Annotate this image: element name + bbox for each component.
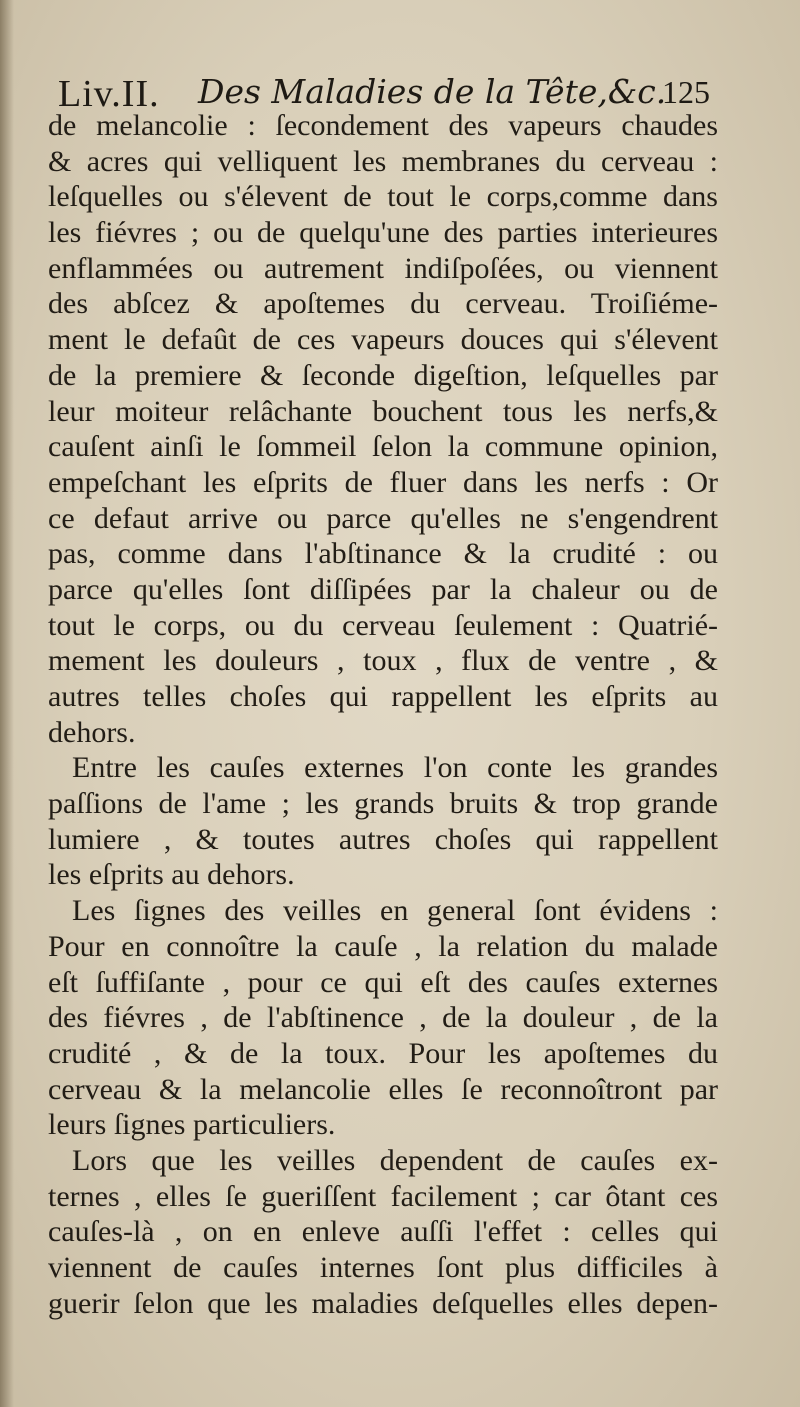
text-line: guerir ſelon que les maladies deſquelles elles depen- bbox=[48, 1286, 718, 1320]
text-line: leurs ſignes particuliers. bbox=[48, 1108, 336, 1142]
text-line: de melancolie : ſecondement des vapeurs chaudes bbox=[48, 109, 718, 142]
text-line: des abſcez & apoſtemes du cerveau. Troiſiéme- bbox=[48, 287, 718, 321]
text-line: de la premiere & ſeconde digeſtion, leſquelles par bbox=[48, 358, 718, 392]
text-line: & acres qui velliquent les membranes du cerveau : bbox=[48, 144, 718, 178]
text-line: cauſent ainſi le ſommeil ſelon la commune opinion, bbox=[48, 430, 718, 464]
text-line: les fiévres ; ou de quelqu'une des parties interieures bbox=[48, 216, 718, 250]
text-line: empeſchant les eſprits de fluer dans les nerfs : Or bbox=[48, 465, 718, 499]
text-line: leſquelles ou s'élevent de tout le corps,comme dans bbox=[48, 180, 718, 214]
chapter-title: Des Maladies de la Tête,&c. bbox=[198, 72, 667, 111]
text-line: ment le defaût de ces vapeurs douces qui s'élevent bbox=[48, 323, 718, 357]
text-line: Les ſignes des veilles en general ſont évidens : bbox=[72, 894, 718, 928]
text-line: des fiévres , de l'abſtinence , de la douleur , de la bbox=[48, 1001, 718, 1035]
text-line: crudité , & de la toux. Pour les apoſtemes du bbox=[48, 1036, 718, 1070]
text-line: pas, comme dans l'abſtinance & la crudité : ou bbox=[48, 537, 718, 571]
text-line: paſſions de l'ame ; les grands bruits & trop grande bbox=[48, 787, 718, 821]
text-line: cauſes-là , on en enleve auſſi l'effet : celles qui bbox=[48, 1215, 718, 1249]
text-line: mement les douleurs , toux , flux de ventre , & bbox=[48, 644, 718, 678]
text-line: leur moiteur relâchante bouchent tous les nerfs,& bbox=[48, 394, 718, 428]
text-line: eſt ſuffiſante , pour ce qui eſt des cauſes externes bbox=[48, 965, 718, 999]
text-line: enflammées ou autrement indiſpoſées, ou viennent bbox=[48, 251, 718, 285]
text-line: viennent de cauſes internes ſont plus difficiles à bbox=[48, 1251, 718, 1284]
page-number: 125 bbox=[662, 74, 710, 110]
text-line: parce qu'elles ſont diſſipées par la chaleur ou de bbox=[48, 572, 718, 606]
text-line: autres telles choſes qui rappellent les eſprits au bbox=[48, 680, 718, 713]
body-text bbox=[28, 108, 718, 1321]
text-line: lumiere , & toutes autres choſes qui rappellent bbox=[48, 822, 718, 856]
text-line: tout le corps, ou du cerveau ſeulement : Quatrié- bbox=[48, 608, 718, 642]
text-line: les eſprits au dehors. bbox=[48, 858, 295, 892]
text-line: cerveau & la melancolie elles ſe reconnoîtront par bbox=[48, 1072, 718, 1106]
text-line: ternes , elles ſe gueriſſent facilement ; car ôtant ces bbox=[48, 1179, 718, 1213]
text-line: Lors que les veilles dependent de cauſes ex- bbox=[72, 1143, 718, 1177]
text-line: dehors. bbox=[48, 715, 136, 749]
text-line: Pour en connoître la cauſe , la relation du malade bbox=[48, 929, 718, 963]
book-number: Liv.II. bbox=[58, 73, 160, 115]
text-line: ce defaut arrive ou parce qu'elles ne s'engendrent bbox=[48, 501, 718, 535]
text-line: Entre les cauſes externes l'on conte les grandes bbox=[72, 751, 718, 785]
